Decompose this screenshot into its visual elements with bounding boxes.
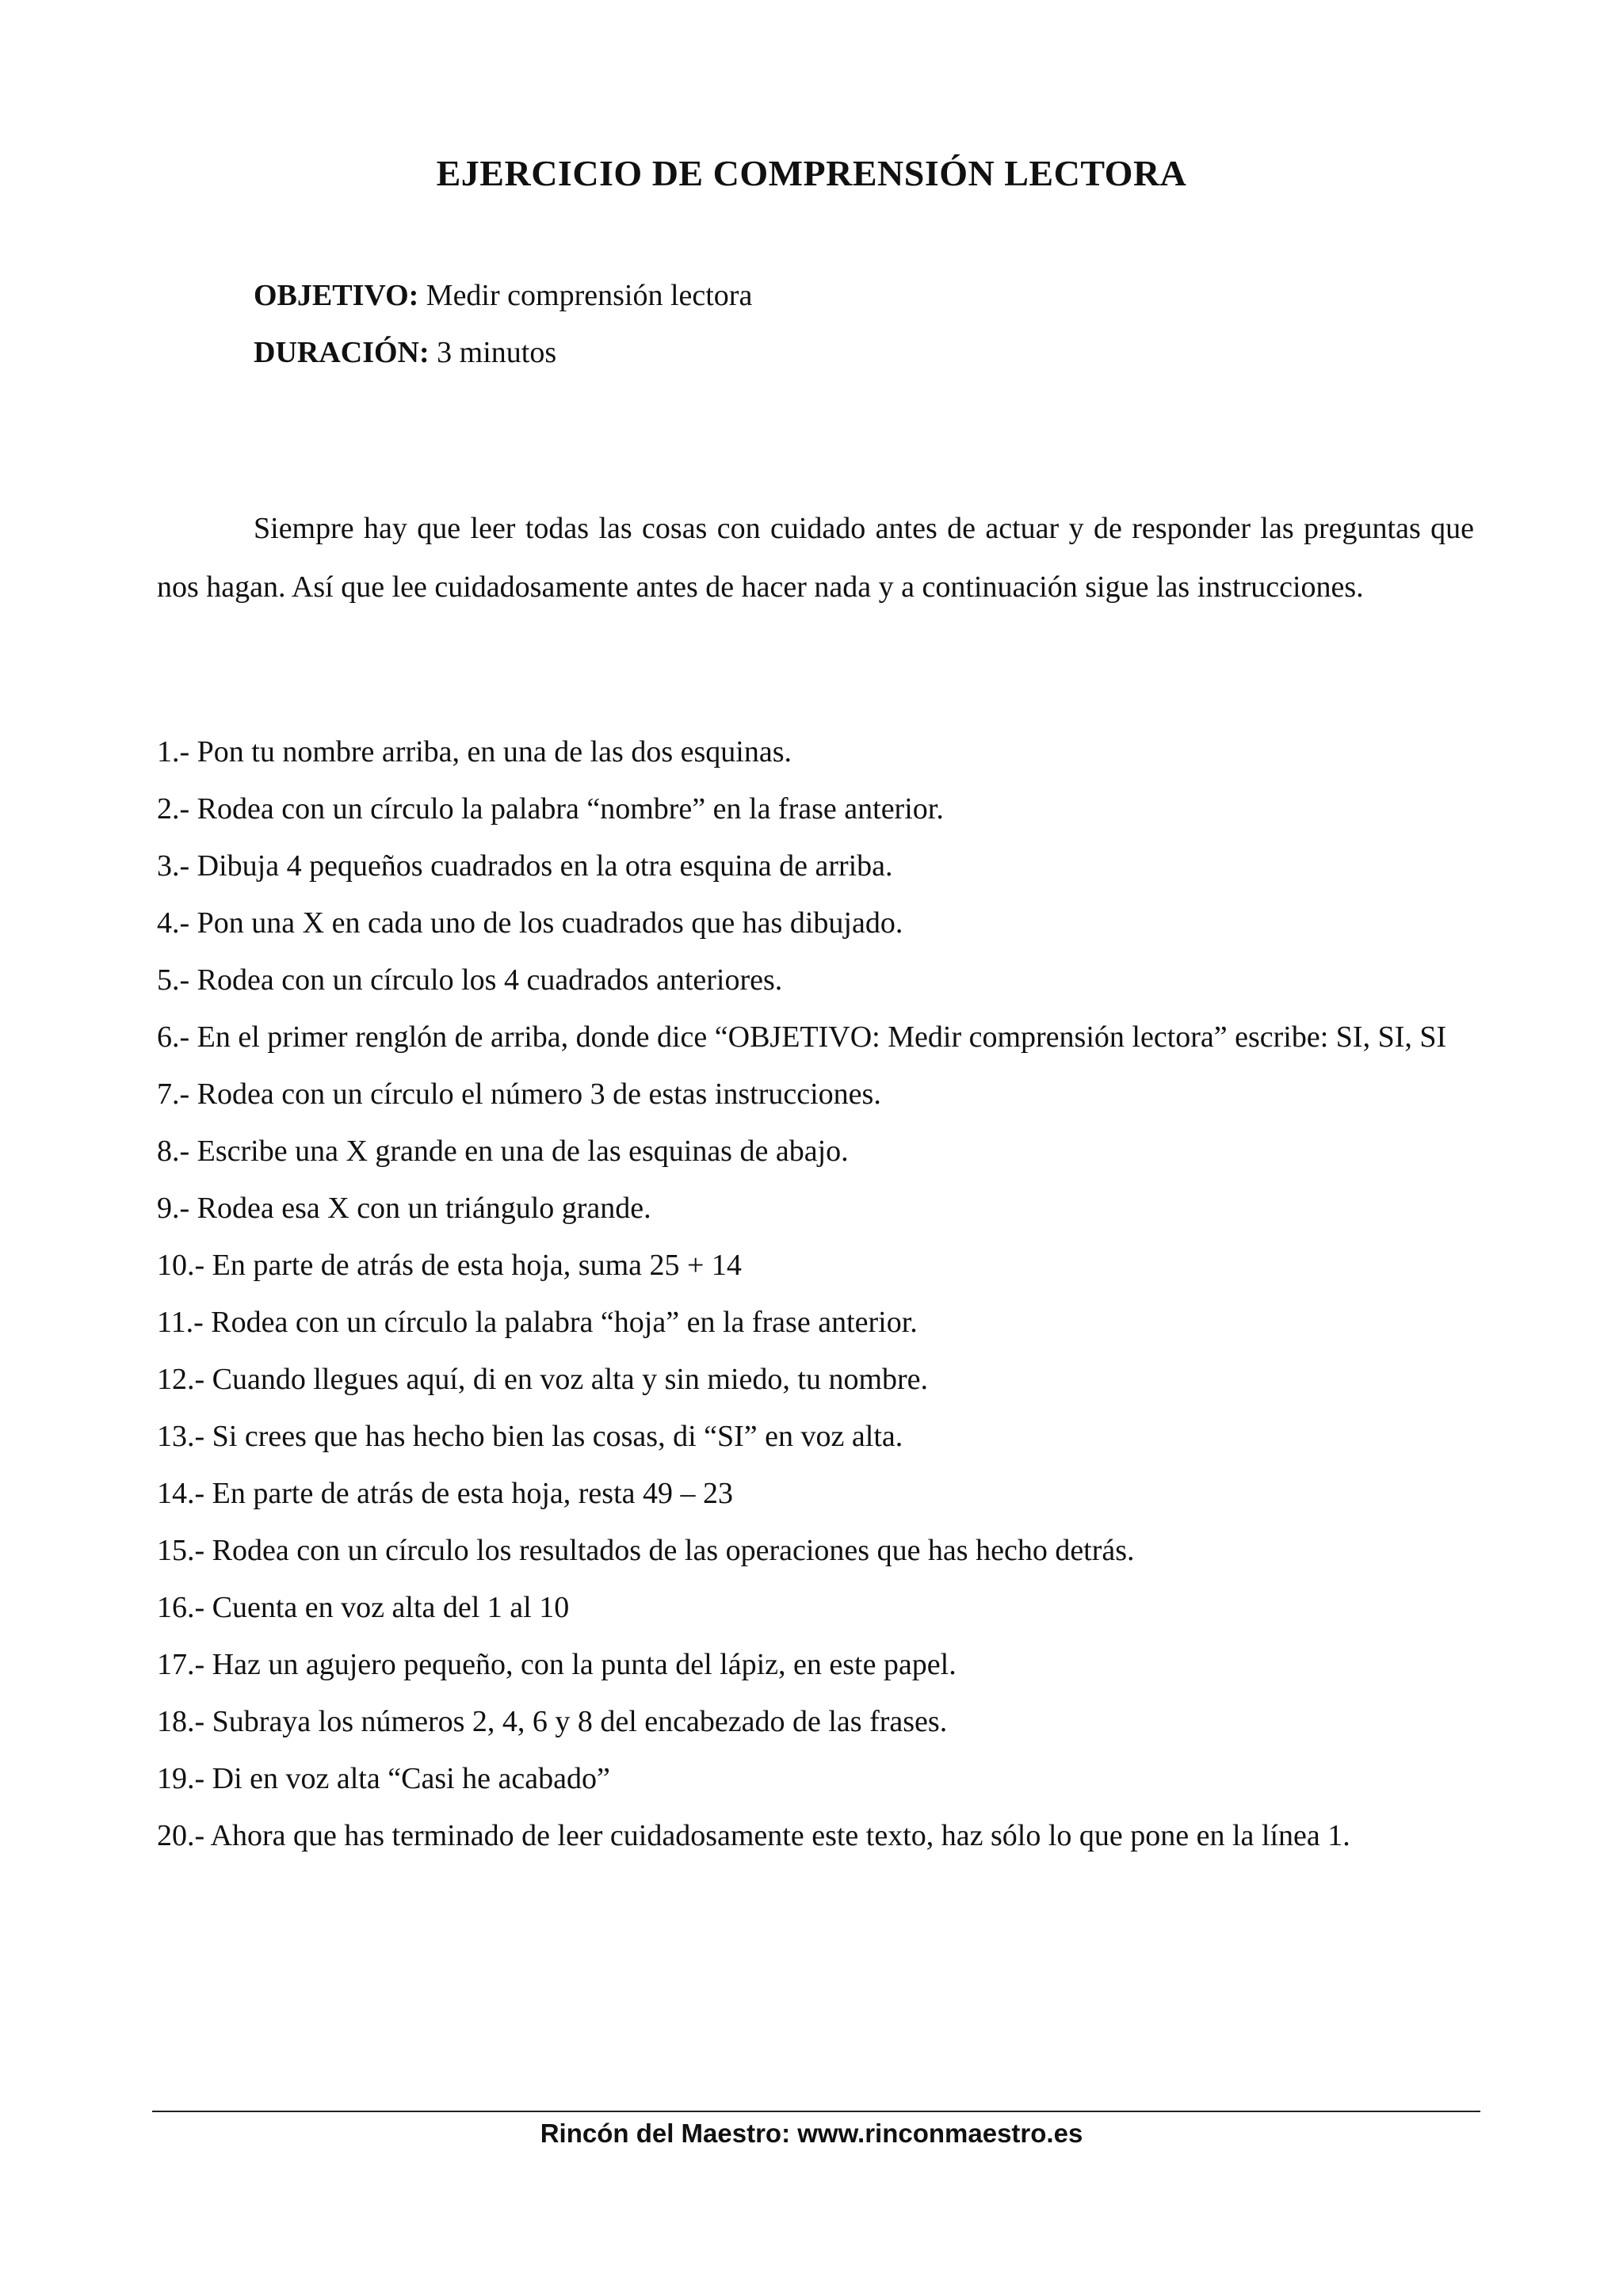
duration-value: 3 minutos bbox=[429, 336, 557, 369]
duration-label: DURACIÓN: bbox=[254, 336, 430, 369]
instruction-item: 4.- Pon una X en cada uno de los cuadrados que has dibujado. bbox=[157, 906, 903, 940]
instruction-item: 16.- Cuenta en voz alta del 1 al 10 bbox=[157, 1591, 570, 1624]
instruction-item: 1.- Pon tu nombre arriba, en una de las dos esquinas. bbox=[157, 735, 792, 769]
instruction-item: 17.- Haz un agujero pequeño, con la punta del lápiz, en este papel. bbox=[157, 1648, 957, 1681]
instruction-item: 9.- Rodea esa X con un triángulo grande. bbox=[157, 1192, 651, 1225]
instruction-item: 12.- Cuando llegues aquí, di en voz alta y sin miedo, tu nombre. bbox=[157, 1363, 929, 1396]
instruction-item: 15.- Rodea con un círculo los resultados de las operaciones que has hecho detrás. bbox=[157, 1534, 1135, 1567]
footer-divider bbox=[152, 2111, 1480, 2112]
instruction-item: 3.- Dibuja 4 pequeños cuadrados en la otra esquina de arriba. bbox=[157, 849, 893, 883]
duration-line bbox=[254, 338, 556, 368]
footer-credit: Rincón del Maestro: www.rinconmaestro.es bbox=[540, 2119, 1083, 2148]
objective-value: Medir comprensión lectora bbox=[418, 279, 753, 312]
instruction-item: 8.- Escribe una X grande en una de las esquinas de abajo. bbox=[157, 1135, 849, 1168]
instruction-item: 19.- Di en voz alta “Casi he acabado” bbox=[157, 1762, 610, 1795]
instruction-item: 5.- Rodea con un círculo los 4 cuadrados anteriores. bbox=[157, 963, 783, 997]
instruction-list bbox=[157, 723, 1474, 1864]
instruction-item: 11.- Rodea con un círculo la palabra “hoja” en la frase anterior. bbox=[157, 1306, 918, 1339]
instruction-item: 2.- Rodea con un círculo la palabra “nombre” en la frase anterior. bbox=[157, 792, 944, 826]
instruction-item: 18.- Subraya los números 2, 4, 6 y 8 del encabezado de las frases. bbox=[157, 1705, 948, 1738]
instruction-item: 20.- Ahora que has terminado de leer cuidadosamente este texto, haz sólo lo que pone en la línea 1. bbox=[157, 1819, 1350, 1852]
instruction-item: 14.- En parte de atrás de esta hoja, resta 49 – 23 bbox=[157, 1477, 734, 1510]
objective-line bbox=[254, 280, 752, 311]
instruction-item: 10.- En parte de atrás de esta hoja, suma 25 + 14 bbox=[157, 1249, 742, 1282]
document-title: EJERCICIO DE COMPRENSIÓN LECTORA bbox=[436, 153, 1187, 193]
instruction-item: 13.- Si crees que has hecho bien las cosas, di “SI” en voz alta. bbox=[157, 1420, 903, 1453]
objective-label: OBJETIVO: bbox=[254, 279, 419, 312]
instruction-item: 6.- En el primer renglón de arriba, donde dice “OBJETIVO: Medir comprensión lectora” escribe: SI, SI, SI bbox=[157, 1020, 1447, 1054]
instruction-item: 7.- Rodea con un círculo el número 3 de estas instrucciones. bbox=[157, 1077, 881, 1111]
intro-paragraph: Siempre hay que leer todas las cosas con cuidado antes de actuar y de responder las preguntas que nos hagan. Así que lee cuidadosamente antes de hacer nada y a continuación sigue las instrucciones. bbox=[157, 512, 1474, 604]
